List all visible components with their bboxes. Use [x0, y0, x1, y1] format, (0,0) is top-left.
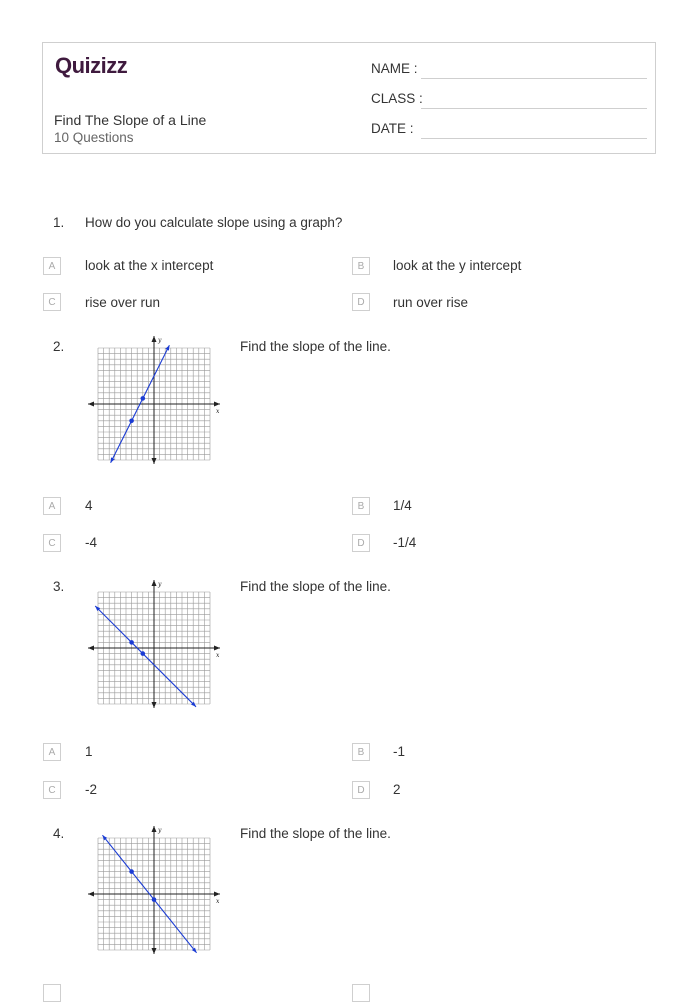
graph-point	[129, 640, 134, 645]
option-d-box[interactable]: D	[352, 534, 370, 552]
option-b-box[interactable]: B	[352, 743, 370, 761]
worksheet-header	[42, 42, 656, 154]
option-c-text: -4	[85, 535, 98, 550]
graph-point	[141, 651, 146, 656]
option-b-box[interactable]: B	[352, 257, 370, 275]
option-d-box[interactable]: D	[352, 781, 370, 799]
y-axis-arrow	[152, 702, 157, 708]
option-a-text: 4	[85, 498, 93, 513]
y-axis-label: y	[158, 337, 162, 344]
y-axis-arrow	[152, 336, 157, 342]
y-axis-arrow	[152, 580, 157, 586]
coordinate-graph	[86, 578, 222, 710]
y-axis-label: y	[158, 827, 162, 834]
question-number: 4.	[53, 826, 65, 841]
x-axis-arrow	[214, 646, 220, 651]
name-label: NAME :	[371, 61, 418, 76]
graph-point	[129, 419, 134, 424]
option-a-box[interactable]: A	[43, 743, 61, 761]
option-a-text: 1	[85, 744, 93, 759]
y-axis-arrow	[152, 458, 157, 464]
quizizz-logo: Quizizz	[55, 53, 128, 78]
option-a-box[interactable]: A	[43, 257, 61, 275]
y-axis-arrow	[152, 948, 157, 954]
y-axis-label: y	[158, 581, 162, 588]
question-text: Find the slope of the line.	[240, 579, 391, 594]
class-line	[421, 108, 647, 109]
question-number: 1.	[53, 215, 65, 230]
graph-point	[129, 869, 134, 874]
x-axis-label: x	[216, 408, 220, 415]
question-text: Find the slope of the line.	[240, 826, 391, 841]
graph-point	[141, 396, 146, 401]
option-b-text: look at the y intercept	[393, 258, 522, 273]
option-d-text: -1/4	[393, 535, 417, 550]
option-b-text: -1	[393, 744, 406, 759]
option-b-box[interactable]	[352, 984, 370, 1002]
x-axis-arrow	[88, 646, 94, 651]
x-axis-arrow	[214, 892, 220, 897]
worksheet-title: Find The Slope of a Line	[54, 112, 207, 128]
option-c-text: -2	[85, 782, 98, 797]
question-count: 10 Questions	[54, 130, 134, 145]
option-c-text: rise over run	[85, 295, 161, 310]
option-d-text: run over rise	[393, 295, 469, 310]
question-text: How do you calculate slope using a graph?	[85, 215, 343, 230]
name-line	[421, 78, 647, 79]
option-b-box[interactable]: B	[352, 497, 370, 515]
option-d-box[interactable]: D	[352, 293, 370, 311]
coordinate-graph	[86, 334, 222, 466]
option-c-box[interactable]: C	[43, 781, 61, 799]
graph-point	[152, 897, 157, 902]
class-label: CLASS :	[371, 91, 423, 106]
graph-line	[95, 606, 196, 707]
x-axis-arrow	[88, 892, 94, 897]
coordinate-graph	[86, 824, 222, 956]
question-text: Find the slope of the line.	[240, 339, 391, 354]
x-axis-arrow	[88, 402, 94, 407]
option-d-text: 2	[393, 782, 401, 797]
option-c-box[interactable]: C	[43, 534, 61, 552]
date-line	[421, 138, 647, 139]
option-c-box[interactable]: C	[43, 293, 61, 311]
x-axis-label: x	[216, 898, 220, 905]
option-a-box[interactable]: A	[43, 497, 61, 515]
question-number: 2.	[53, 339, 65, 354]
y-axis-arrow	[152, 826, 157, 832]
option-b-text: 1/4	[393, 498, 412, 513]
question-number: 3.	[53, 579, 65, 594]
date-label: DATE :	[371, 121, 414, 136]
option-a-box[interactable]	[43, 984, 61, 1002]
x-axis-label: x	[216, 652, 220, 659]
option-a-text: look at the x intercept	[85, 258, 214, 273]
x-axis-arrow	[214, 402, 220, 407]
